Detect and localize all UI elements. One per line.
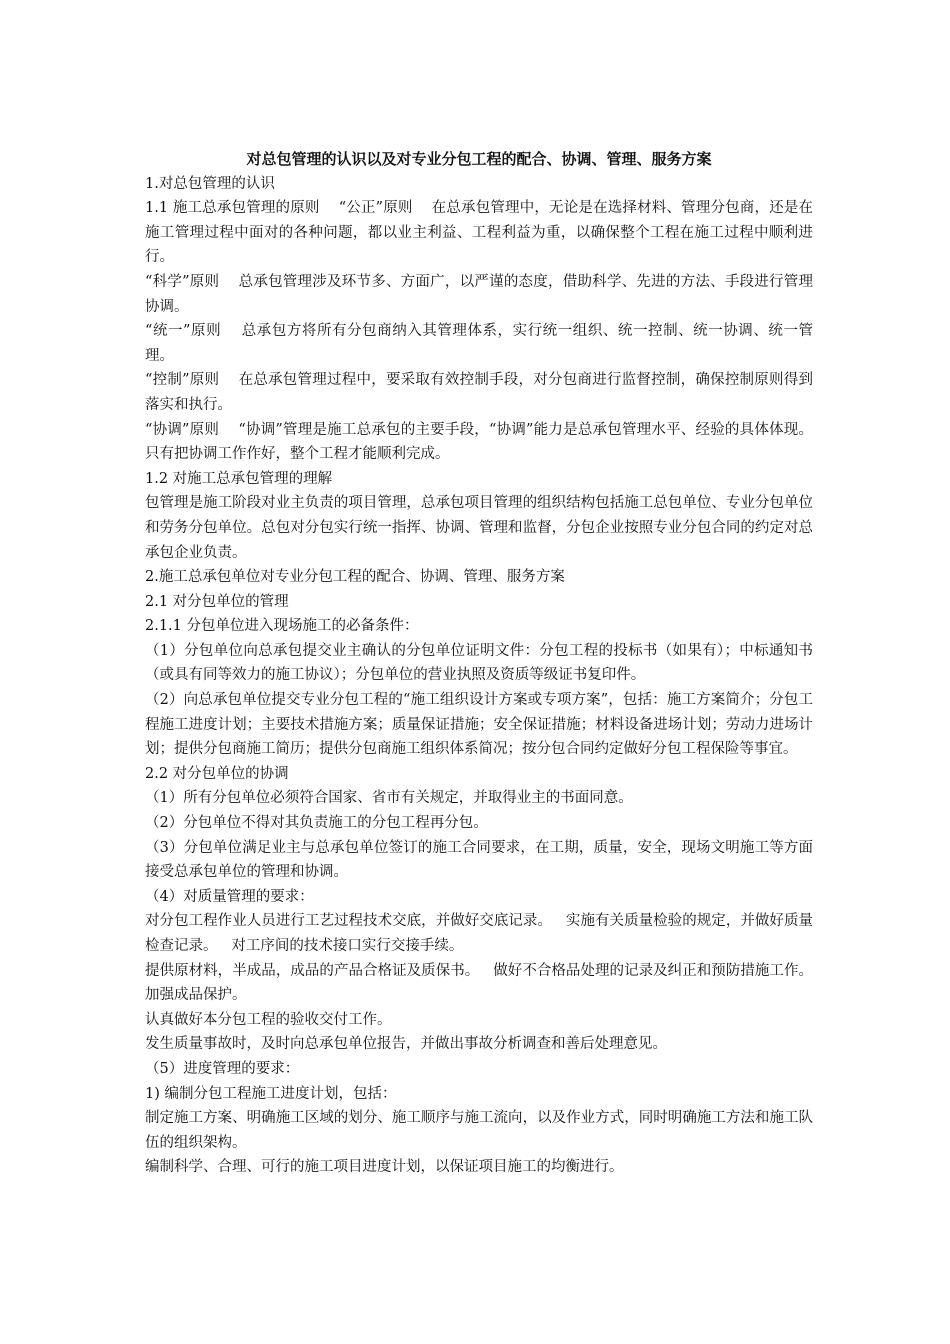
paragraph-principle-fairness: 1.1 施工总承包管理的原则 “公正”原则 在总承包管理中，无论是在选择材料、管理分包商，还是在施工管理过程中面对的各种问题，都以业主利益、工程利益为重，以确保整个工程在施工过程中顺利进行。 <box>145 200 813 266</box>
paragraph-condition-2: （2）向总承包单位提交专业分包工程的“施工组织设计方案或专项方案”，包括：施工方案简介；分包工程施工进度计划；主要技术措施方案；质量保证措施；安全保证措施；材料设备进场计划；劳动力进场计划；提供分包商施工简历；提供分包商施工组织体系简况；按分包合同约定做好分包工程保险等事宜。 <box>145 692 813 758</box>
paragraph-coordination-4: （4）对质量管理的要求： <box>145 888 314 905</box>
paragraph-principle-unity: “统一”原则 总承包方将所有分包商纳入其管理体系，实行统一组织、统一控制、统一协调、统一管理。 <box>145 323 813 364</box>
heading-2-1: 2.1 对分包单位的管理 <box>145 593 289 610</box>
document-title: 对总包管理的认识以及对专业分包工程的配合、协调、管理、服务方案 <box>246 150 712 168</box>
paragraph-quality-3: 认真做好本分包工程的验收交付工作。 <box>145 1011 392 1028</box>
paragraph-coordination-2: （2）分包单位不得对其负责施工的分包工程再分包。 <box>145 815 488 832</box>
document-body <box>145 147 827 1180</box>
paragraph-principle-science: “科学”原则 总承包管理涉及环节多、方面广，以严谨的态度，借助科学、先进的方法、手段进行管理协调。 <box>145 273 813 315</box>
paragraph-schedule-3: 编制科学、合理、可行的施工项目进度计划，以保证项目施工的均衡进行。 <box>145 1159 624 1176</box>
paragraph-schedule-2: 制定施工方案、明确施工区域的划分、施工顺序与施工流向，以及作业方式，同时明确施工方法和施工队伍的组织架构。 <box>145 1110 813 1151</box>
paragraph-schedule-1: 1) 编制分包工程施工进度计划，包括： <box>145 1085 397 1102</box>
paragraph-quality-1: 对分包工程作业人员进行工艺过程技术交底，并做好交底记录。 实施有关质量检验的规定，并做好质量检查记录。 对工序间的技术接口实行交接手续。 <box>145 913 813 954</box>
paragraph-quality-4: 发生质量事故时，及时向总承包单位报告，并做出事故分析调查和善后处理意见。 <box>145 1036 667 1053</box>
heading-1: 1.对总包管理的认识 <box>145 175 275 192</box>
paragraph-condition-1: （1）分包单位向总承包提交业主确认的分包单位证明文件：分包工程的投标书（如果有）；中标通知书（或具有同等效力的施工协议）；分包单位的营业执照及资质等级证书复印件。 <box>145 642 813 684</box>
paragraph-understanding: 包管理是施工阶段对业主负责的项目管理，总承包项目管理的组织结构包括施工总包单位、专业分包单位和劳务分包单位。总包对分包实行统一指挥、协调、管理和监督，分包企业按照专业分包合同的约定对总承包企业负责。 <box>145 495 813 561</box>
paragraph-coordination-5: （5）进度管理的要求： <box>145 1060 300 1077</box>
paragraph-principle-coordination: “协调”原则 “协调”管理是施工总承包的主要手段，“协调”能力是总承包管理水平、经验的具体体现。只有把协调工作作好，整个工程才能顺利完成。 <box>145 421 813 463</box>
heading-1-2: 1.2 对施工总承包管理的理解 <box>145 470 333 487</box>
paragraph-principle-control: “控制”原则 在总承包管理过程中，要采取有效控制手段，对分包商进行监督控制，确保控制原则得到落实和执行。 <box>145 372 813 413</box>
heading-2-1-1: 2.1.1 分包单位进入现场施工的必备条件： <box>145 618 419 635</box>
paragraph-quality-2: 提供原材料，半成品，成品的产品合格证及质保书。 做好不合格品处理的记录及纠正和预防措施工作。 加强成品保护。 <box>145 962 827 1004</box>
paragraph-coordination-3: （3）分包单位满足业主与总承包单位签订的施工合同要求，在工期，质量，安全，现场文明施工等方面接受总承包单位的管理和协调。 <box>145 839 813 881</box>
heading-2-2: 2.2 对分包单位的协调 <box>145 765 289 782</box>
heading-2: 2.施工总承包单位对专业分包工程的配合、协调、管理、服务方案 <box>145 569 565 586</box>
paragraph-coordination-1: （1）所有分包单位必须符合国家、省市有关规定，并取得业主的书面同意。 <box>145 790 633 807</box>
